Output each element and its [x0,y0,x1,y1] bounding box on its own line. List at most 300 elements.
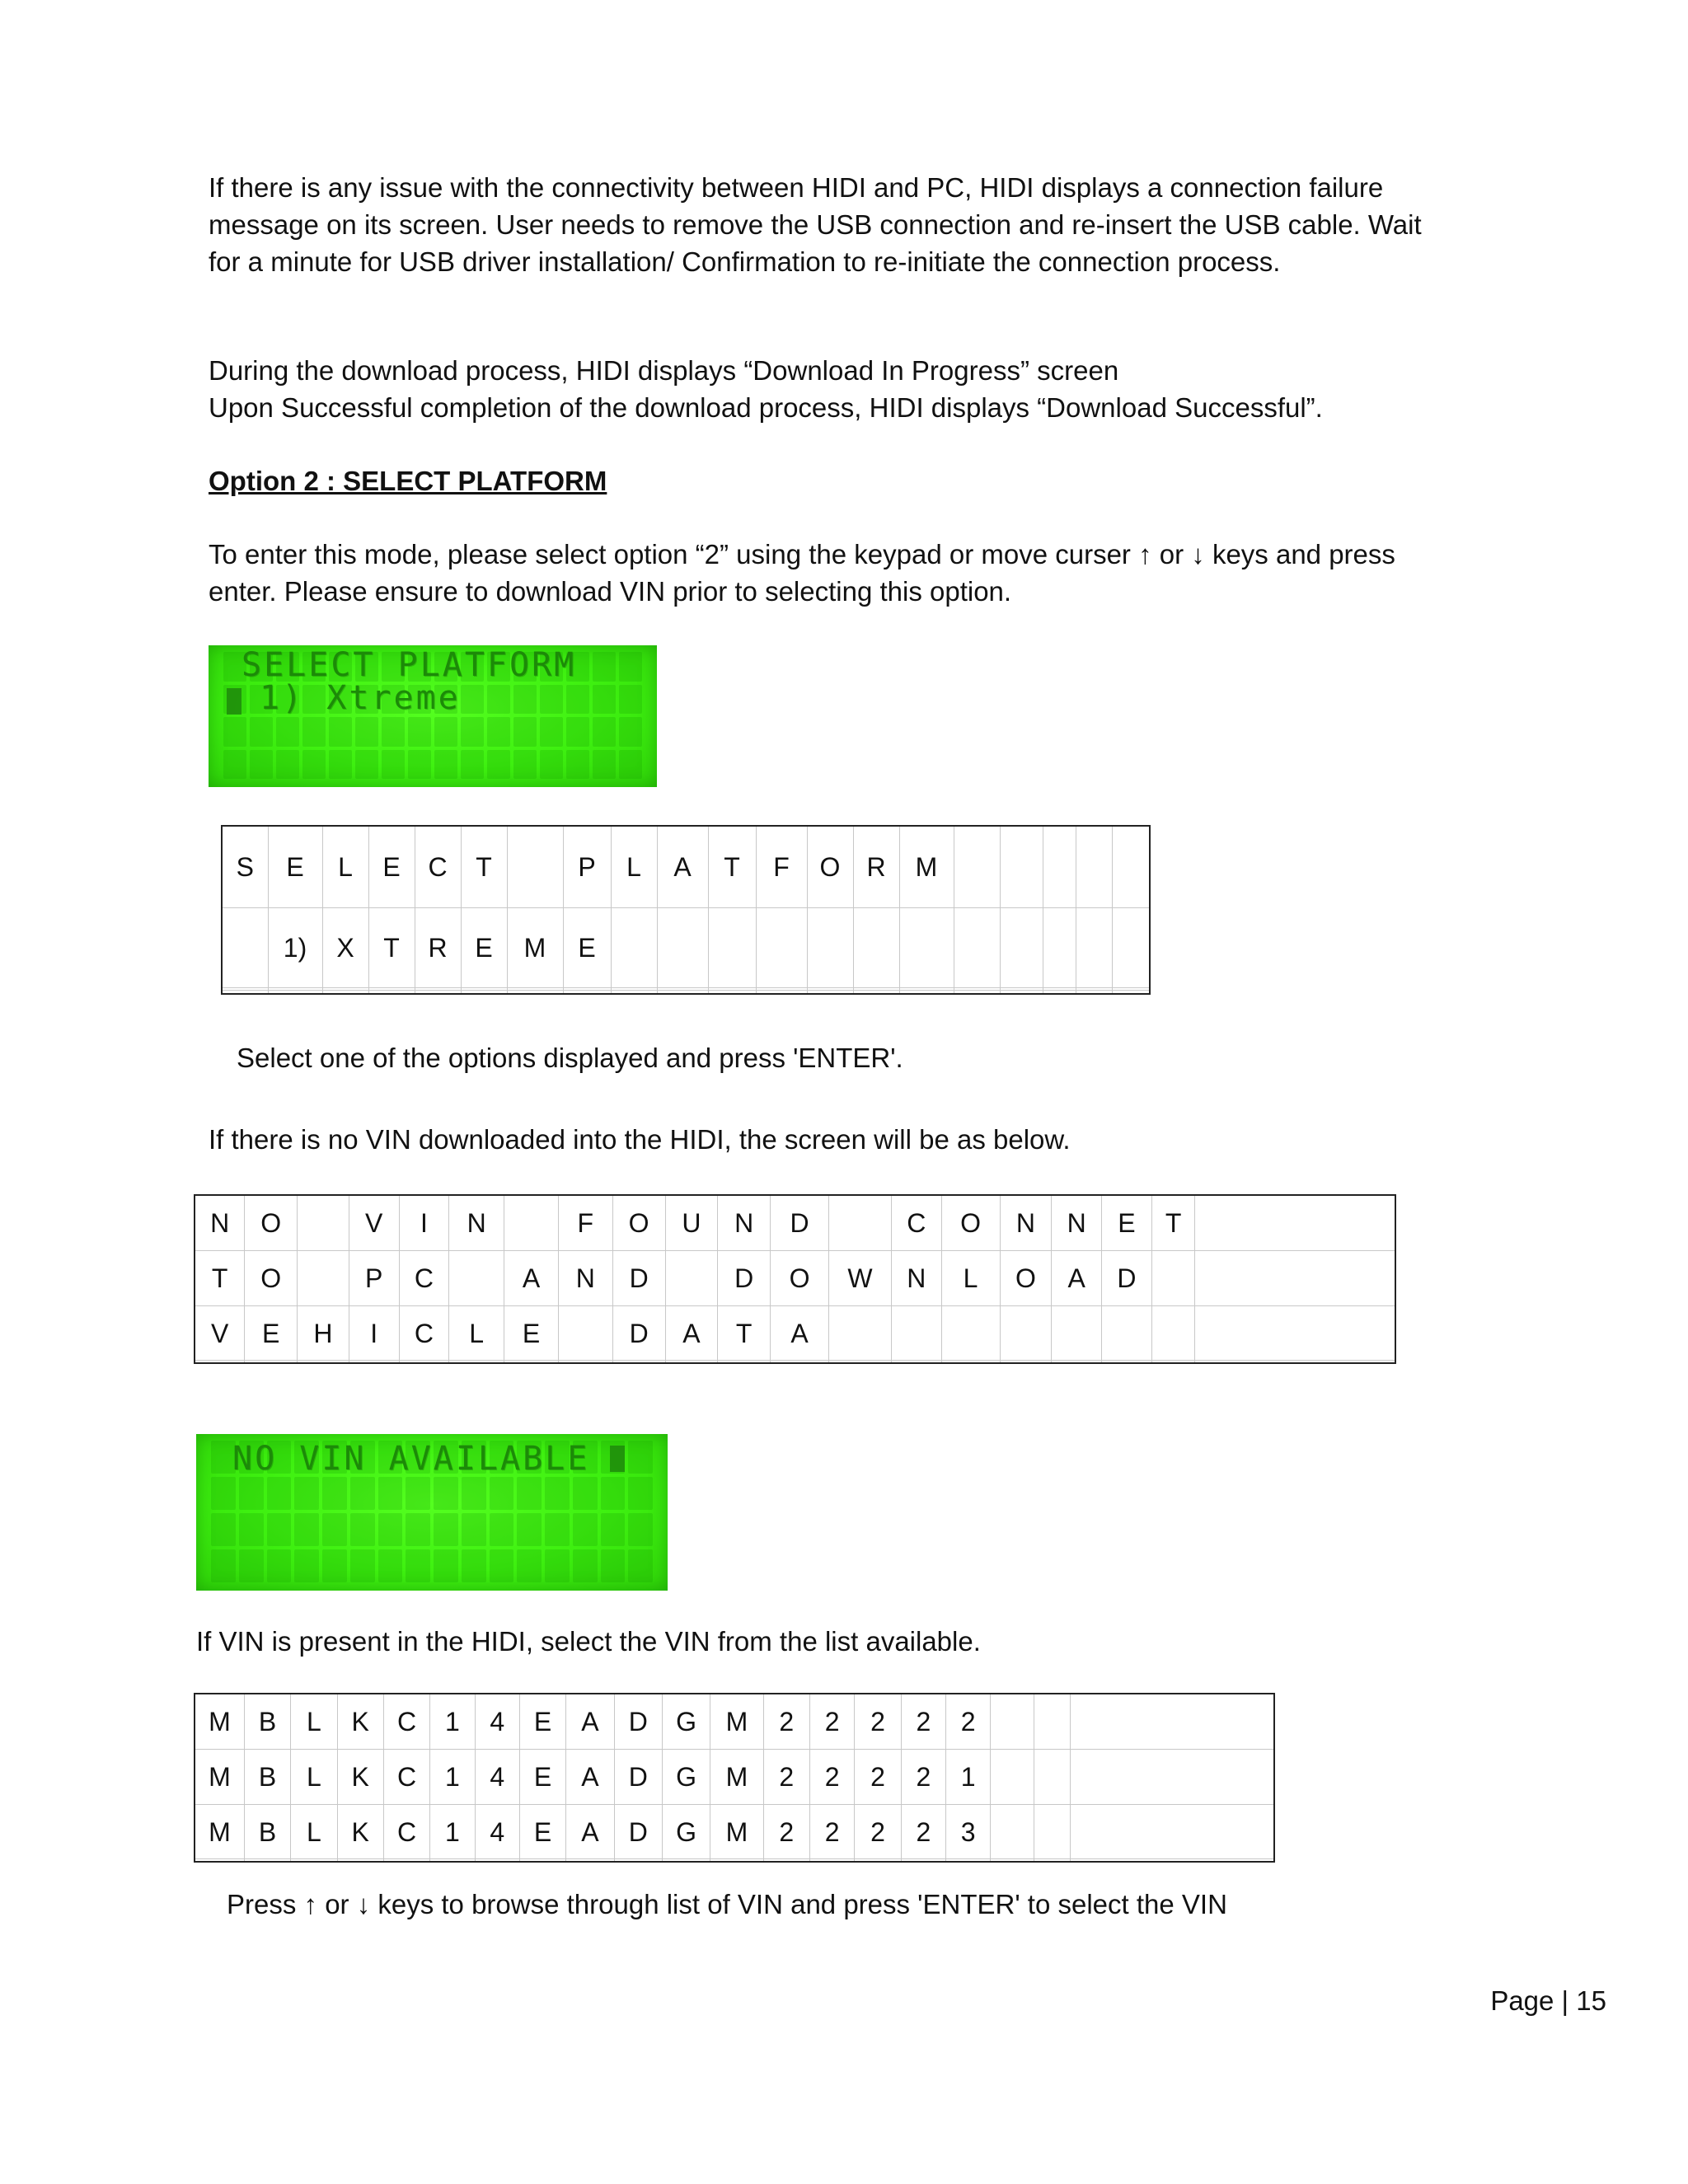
grid-cell: 2 [855,1804,901,1859]
grid-cell [298,1361,349,1363]
grid-cell [853,991,899,994]
grid-cell: A [566,1804,614,1859]
grid-cell: I [399,1195,449,1251]
grid-cell [611,991,657,994]
grid-cell: 2 [901,1694,945,1750]
grid-cell: G [662,1750,710,1805]
lcd-cell [406,1477,430,1510]
grid-cell: 2 [810,1804,855,1859]
lcd-cell [601,1513,626,1546]
grid-cell [954,991,1000,994]
lcd-cell [566,685,589,715]
lcd-cell [211,1549,236,1582]
vin-list-char-grid [194,1693,1275,1863]
grid-row [195,1361,1395,1363]
grid-row [222,907,1150,988]
grid-cell: K [337,1694,383,1750]
lcd-cursor [227,688,241,715]
grid-cell [891,1361,941,1363]
grid-cell [1195,1195,1395,1251]
grid-cell [991,1694,1034,1750]
grid-cell: N [195,1195,245,1251]
page-number: Page | 15 [1490,1985,1606,2016]
grid-cell [901,1859,945,1862]
grid-cell: 2 [810,1750,855,1805]
grid-cell: 2 [763,1750,809,1805]
grid-cell [941,1361,1000,1363]
grid-row [195,1804,1274,1859]
grid-cell [1034,1694,1070,1750]
lcd-cell [619,685,642,715]
lcd-cell [540,750,563,780]
lcd-cell [250,717,273,747]
grid-cell: W [828,1251,891,1306]
lcd-cell [628,1477,653,1510]
grid-cell [1112,826,1150,907]
paragraph-no-vin: If there is no VIN downloaded into the HIDI, the screen will be as below. [209,1124,1071,1155]
grid-cell [1070,1750,1274,1805]
grid-cell [337,1859,383,1862]
lcd-line-1: NO VIN AVAILABLE [232,1440,590,1478]
lcd-cell [239,1549,264,1582]
grid-cell [946,1859,991,1862]
lcd-cell [573,1477,598,1510]
grid-cell [1000,826,1043,907]
grid-cell [291,1859,337,1862]
lcd-cell [490,1513,514,1546]
grid-cell [1076,826,1112,907]
lcd-cell [545,1513,570,1546]
grid-cell: G [662,1804,710,1859]
grid-cell: 1 [430,1750,475,1805]
grid-cell [941,1305,1000,1361]
grid-cell [222,907,268,988]
grid-cell: E [1102,1195,1152,1251]
grid-cell [383,1859,429,1862]
grid-cell [807,907,853,988]
lcd-cell [408,750,431,780]
lcd-cell [593,652,616,682]
paragraph-vin-present: If VIN is present in the HIDI, select the VIN from the list available. [196,1626,981,1657]
lcd-cell [540,717,563,747]
lcd-select-platform-photo [209,645,657,787]
grid-cell: E [268,826,322,907]
lcd-cell [302,717,326,747]
lcd-cell [462,1477,486,1510]
grid-cell: 1 [946,1750,991,1805]
grid-cell: A [771,1305,829,1361]
note-browse-vin: Press ↑ or ↓ keys to browse through list of VIN and press 'ENTER' to select the VIN [227,1889,1227,1919]
grid-cell: E [519,1750,565,1805]
grid-cell [1076,991,1112,994]
grid-cell [1000,1361,1052,1363]
grid-cell: C [383,1694,429,1750]
lcd-cell [434,1549,458,1582]
lcd-cell [573,1513,598,1546]
grid-cell: I [349,1305,399,1361]
grid-cell: 2 [901,1804,945,1859]
lcd-cell [267,1549,292,1582]
grid-cell: T [1151,1195,1195,1251]
grid-cell [710,1859,763,1862]
grid-cell: D [614,1804,662,1859]
lcd-cell [434,1477,458,1510]
lcd-cell [378,1549,403,1582]
grid-cell: V [195,1305,245,1361]
lcd-cell [461,750,484,780]
grid-cell: 4 [475,1694,519,1750]
grid-cell: N [1052,1195,1102,1251]
lcd-cell [462,1513,486,1546]
grid-cell: 2 [901,1750,945,1805]
lcd-cell [329,717,352,747]
grid-cell: E [504,1305,559,1361]
table2-body [195,1195,1395,1363]
grid-cell [665,1251,718,1306]
grid-cell: R [415,907,461,988]
grid-cell: A [504,1251,559,1306]
grid-cell [1151,1305,1195,1361]
grid-cell: L [611,826,657,907]
grid-cell: O [1000,1251,1052,1306]
grid-cell: A [665,1305,718,1361]
grid-row [195,1305,1395,1361]
grid-cell [298,1195,349,1251]
grid-cell [1070,1804,1274,1859]
grid-cell [756,991,807,994]
lcd-cell [593,685,616,715]
grid-cell: 3 [946,1804,991,1859]
grid-cell [244,1859,290,1862]
grid-cell [763,1859,809,1862]
grid-cell: N [558,1251,612,1306]
grid-cell [1195,1251,1395,1306]
grid-cell [1112,991,1150,994]
grid-cell: D [612,1251,665,1306]
lcd-cell [487,685,510,715]
lcd-cell [517,1549,542,1582]
grid-cell: X [322,907,368,988]
grid-cell [665,1361,718,1363]
grid-cell: G [662,1694,710,1750]
lcd-cell [487,750,510,780]
lcd-cell [239,1477,264,1510]
lcd-cell [619,717,642,747]
grid-cell: 4 [475,1750,519,1805]
grid-cell [991,1804,1034,1859]
grid-cell: K [337,1804,383,1859]
lcd-cell [267,1513,292,1546]
select-platform-char-grid [221,825,1151,995]
grid-cell: M [195,1750,244,1805]
grid-cell: E [519,1804,565,1859]
grid-cell [1043,991,1076,994]
grid-row [195,1859,1274,1862]
grid-cell [1043,907,1076,988]
lcd-cell [350,1513,375,1546]
grid-cell: O [771,1251,829,1306]
grid-cell: T [368,907,415,988]
grid-cell: M [899,826,954,907]
grid-cell: N [891,1251,941,1306]
grid-cell: B [244,1804,290,1859]
grid-cell: 1 [430,1694,475,1750]
grid-cell [268,991,322,994]
grid-cell [828,1305,891,1361]
grid-cell: D [614,1694,662,1750]
grid-cell: E [563,907,611,988]
lcd-cell [350,1477,375,1510]
grid-cell: N [718,1195,771,1251]
grid-cell [657,991,708,994]
lcd-cell [322,1549,347,1582]
grid-cell [1102,1305,1152,1361]
grid-cell: A [566,1694,614,1750]
grid-cell: 1) [268,907,322,988]
lcd-cell [211,1477,236,1510]
lcd-cursor [610,1446,625,1472]
grid-cell [657,907,708,988]
paragraph-download-progress: During the download process, HIDI displays “Download In Progress” screen [209,355,1119,386]
grid-cell: V [349,1195,399,1251]
grid-cell: F [558,1195,612,1251]
grid-cell [1070,1694,1274,1750]
grid-cell [855,1859,901,1862]
grid-cell: R [853,826,899,907]
grid-cell: N [1000,1195,1052,1251]
lcd-cell [461,685,484,715]
lcd-cell [601,1477,626,1510]
grid-cell [1034,1804,1070,1859]
lcd-cell [434,750,457,780]
grid-cell [991,1750,1034,1805]
grid-cell [449,1251,504,1306]
lcd-no-vin-photo [196,1434,668,1591]
grid-cell [399,1361,449,1363]
grid-cell [1102,1361,1152,1363]
paragraph-enter-mode: To enter this mode, please select option “2” using the keypad or move curser ↑ or ↓ keys and press enter. Please ensure to download VIN prior to selecting this option. [209,539,1395,607]
lcd-cell [223,750,246,780]
grid-cell [349,1361,399,1363]
grid-cell [828,1361,891,1363]
grid-cell: L [291,1750,337,1805]
grid-cell [1151,1251,1195,1306]
grid-cell [611,907,657,988]
grid-cell [899,907,954,988]
grid-cell [1052,1305,1102,1361]
lcd-cell [276,717,299,747]
lcd-cell [322,1513,347,1546]
grid-cell [558,1361,612,1363]
lcd-cell [490,1477,514,1510]
grid-cell [1195,1305,1395,1361]
grid-cell [756,907,807,988]
grid-cell: 1 [430,1804,475,1859]
grid-cell: T [195,1251,245,1306]
grid-cell [1151,1361,1195,1363]
grid-cell [1000,907,1043,988]
grid-cell [519,1859,565,1862]
grid-row [222,826,1150,907]
lcd-cell [619,652,642,682]
grid-cell: D [614,1750,662,1805]
lcd-cell [490,1549,514,1582]
grid-cell [1000,991,1043,994]
grid-cell [475,1859,519,1862]
grid-cell: K [337,1750,383,1805]
lcd-cell [545,1477,570,1510]
grid-cell: C [399,1251,449,1306]
grid-cell [368,991,415,994]
grid-cell [449,1361,504,1363]
lcd-cell [276,750,299,780]
grid-cell [504,1361,559,1363]
lcd-cell [593,750,616,780]
grid-cell: M [195,1804,244,1859]
grid-cell: B [244,1694,290,1750]
grid-cell: 2 [763,1694,809,1750]
grid-cell: B [244,1750,290,1805]
lcd-cell [517,1513,542,1546]
lcd-cell [628,1513,653,1546]
no-vin-char-grid [194,1194,1396,1364]
grid-cell [1034,1859,1070,1862]
grid-cell [771,1361,829,1363]
grid-cell: A [657,826,708,907]
grid-cell [991,1859,1034,1862]
grid-cell: P [349,1251,399,1306]
grid-row [195,1694,1274,1750]
grid-cell: D [612,1305,665,1361]
lcd-cell [540,685,563,715]
grid-cell: 2 [855,1750,901,1805]
lcd-cell [434,717,457,747]
grid-cell [1076,907,1112,988]
grid-cell [430,1859,475,1862]
grid-cell: H [298,1305,349,1361]
grid-cell: L [449,1305,504,1361]
grid-cell: L [291,1804,337,1859]
grid-cell: L [322,826,368,907]
lcd-cell [462,1549,486,1582]
lcd-cell [382,750,405,780]
lcd-cell [628,1441,653,1474]
grid-cell [563,991,611,994]
grid-cell [954,907,1000,988]
grid-cell: 2 [810,1694,855,1750]
lcd-cell [406,1549,430,1582]
lcd-cell [487,717,510,747]
grid-cell [828,1195,891,1251]
note-select-option: Select one of the options displayed and press 'ENTER'. [237,1043,903,1073]
grid-cell: M [507,907,563,988]
lcd-cell [378,1513,403,1546]
grid-cell: N [449,1195,504,1251]
lcd-cell [513,685,537,715]
grid-cell [461,991,507,994]
lcd-cell [573,1549,598,1582]
grid-cell: A [1052,1251,1102,1306]
lcd-line-1: SELECT PLATFORM [241,646,577,684]
grid-cell: O [807,826,853,907]
grid-cell [245,1361,298,1363]
grid-cell [1070,1859,1274,1862]
grid-cell [504,1195,559,1251]
lcd-cell [350,1549,375,1582]
grid-cell: O [245,1195,298,1251]
grid-cell: C [415,826,461,907]
grid-cell: O [612,1195,665,1251]
grid-cell [1034,1750,1070,1805]
grid-cell: D [1102,1251,1152,1306]
lcd-cell [239,1513,264,1546]
grid-cell: O [245,1251,298,1306]
grid-cell: O [941,1195,1000,1251]
paragraph-connectivity-issue: If there is any issue with the connectivity between HIDI and PC, HIDI displays a connection failure message on its screen. User needs to remove the USB connection and re-insert the USB cable. Wait for a minute for USB driver installation/ Confirmation to re-initiate the connection process. [209,172,1422,277]
grid-cell [708,907,756,988]
lcd-cell [406,1513,430,1546]
lcd-cell [545,1549,570,1582]
grid-cell: M [710,1750,763,1805]
grid-cell: D [718,1251,771,1306]
section-heading: Option 2 : SELECT PLATFORM [209,466,607,496]
lcd-cell [302,750,326,780]
lcd-cell [294,1513,319,1546]
grid-cell [612,1361,665,1363]
grid-cell: 2 [946,1694,991,1750]
lcd-cell [355,717,378,747]
grid-cell: C [383,1750,429,1805]
lcd-cell [382,717,405,747]
grid-cell: M [710,1804,763,1859]
lcd-cell [619,750,642,780]
grid-cell: C [399,1305,449,1361]
grid-cell [1195,1361,1395,1363]
grid-cell [222,991,268,994]
lcd-cell [517,1477,542,1510]
grid-cell [810,1859,855,1862]
lcd-cell [566,750,589,780]
lcd-cell [434,1513,458,1546]
lcd-cell [628,1549,653,1582]
lcd-cell [322,1477,347,1510]
grid-cell: U [665,1195,718,1251]
grid-cell: T [718,1305,771,1361]
grid-cell [718,1361,771,1363]
lcd-cell [408,717,431,747]
grid-cell [708,991,756,994]
grid-cell [558,1305,612,1361]
lcd-cell [267,1477,292,1510]
grid-cell [662,1859,710,1862]
grid-cell [195,1859,244,1862]
grid-cell: D [771,1195,829,1251]
grid-cell: T [461,826,507,907]
grid-cell: C [383,1804,429,1859]
lcd-cell [513,750,537,780]
lcd-cell [355,750,378,780]
grid-cell: 2 [763,1804,809,1859]
lcd-cell [566,717,589,747]
grid-cell [899,991,954,994]
lcd-cell [593,717,616,747]
grid-cell [298,1251,349,1306]
grid-cell: 4 [475,1804,519,1859]
lcd-cell [223,717,246,747]
lcd-cell [294,1477,319,1510]
grid-cell: T [708,826,756,907]
lcd-line-2: 1) Xtreme [260,679,461,717]
